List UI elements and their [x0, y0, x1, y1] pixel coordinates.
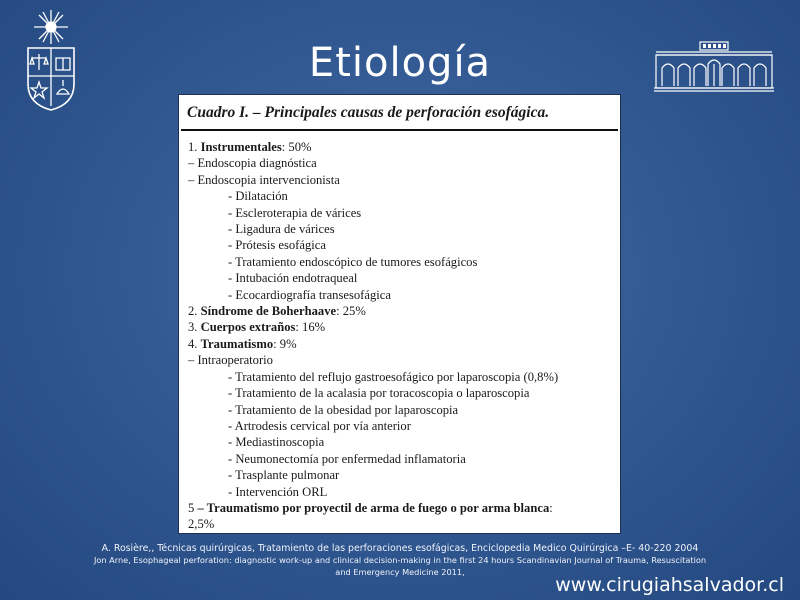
citation-line-1: A. Rosière,, Técnicas quirúrgicas, Tratamiento de las perforaciones esofágicas, Enciclopedia Medico Quirúrgica –E- 40-220 2004 [101, 543, 699, 554]
list-item: 5 – Traumatismo por proyectil de arma de fuego o por arma blanca: [188, 500, 553, 515]
list-item: - Neumonectomía por enfermedad inflamatoria [228, 451, 466, 466]
list-item: - Trasplante pulmonar [228, 468, 340, 483]
citation-line-3: and Emergency Medicine 2011, [335, 566, 465, 577]
list-item: 4. Traumatismo: 9% [188, 336, 297, 351]
list-item: - Prótesis esofágica [228, 238, 326, 253]
list-item: – Endoscopia diagnóstica [188, 156, 317, 171]
list-item: - Mediastinoscopia [228, 435, 325, 450]
list-item: 2,5% [188, 517, 215, 532]
list-item: 2. Síndrome de Boherhaave: 25% [188, 304, 366, 319]
caption-divider [181, 129, 618, 131]
list-item: - Artrodesis cervical por vía anterior [228, 418, 411, 433]
list-item: – Intraoperatorio [188, 353, 273, 368]
causes-table [178, 94, 621, 534]
list-item: - Dilatación [228, 189, 288, 204]
slide-title: Etiología [308, 40, 492, 86]
list-item: 3. Cuerpos extraños: 16% [188, 320, 326, 335]
table-caption: Cuadro I. – Principales causas de perforación esofágica. [187, 104, 550, 121]
list-item: – Endoscopia intervencionista [188, 172, 340, 187]
list-item: - Intervención ORL [228, 484, 328, 499]
list-item: - Tratamiento de la obesidad por laparoscopia [228, 402, 459, 417]
list-item: - Tratamiento del reflujo gastroesofágico por laparoscopia (0,8%) [228, 369, 559, 384]
causes-list [179, 139, 620, 533]
list-item: - Intubación endotraqueal [228, 271, 358, 286]
website-url: www.cirugiahsalvador.cl [555, 574, 784, 596]
list-item: - Tratamiento endoscópico de tumores esofágicos [228, 254, 478, 269]
list-item: 1. Instrumentales: 50% [188, 140, 312, 154]
list-item: - Escleroterapia de várices [228, 205, 362, 220]
list-item: - Tratamiento de la acalasia por toracoscopia o laparoscopia [228, 386, 530, 401]
citation-line-2: Jon Arne, Esophageal perforation: diagnostic work-up and clinical decision-making in the first 24 hours Scandinavian Journal of Trauma, Resuscitation [93, 555, 707, 565]
list-item: - Ligadura de várices [228, 222, 335, 237]
list-item: - Ecocardiografía transesofágica [228, 287, 391, 302]
